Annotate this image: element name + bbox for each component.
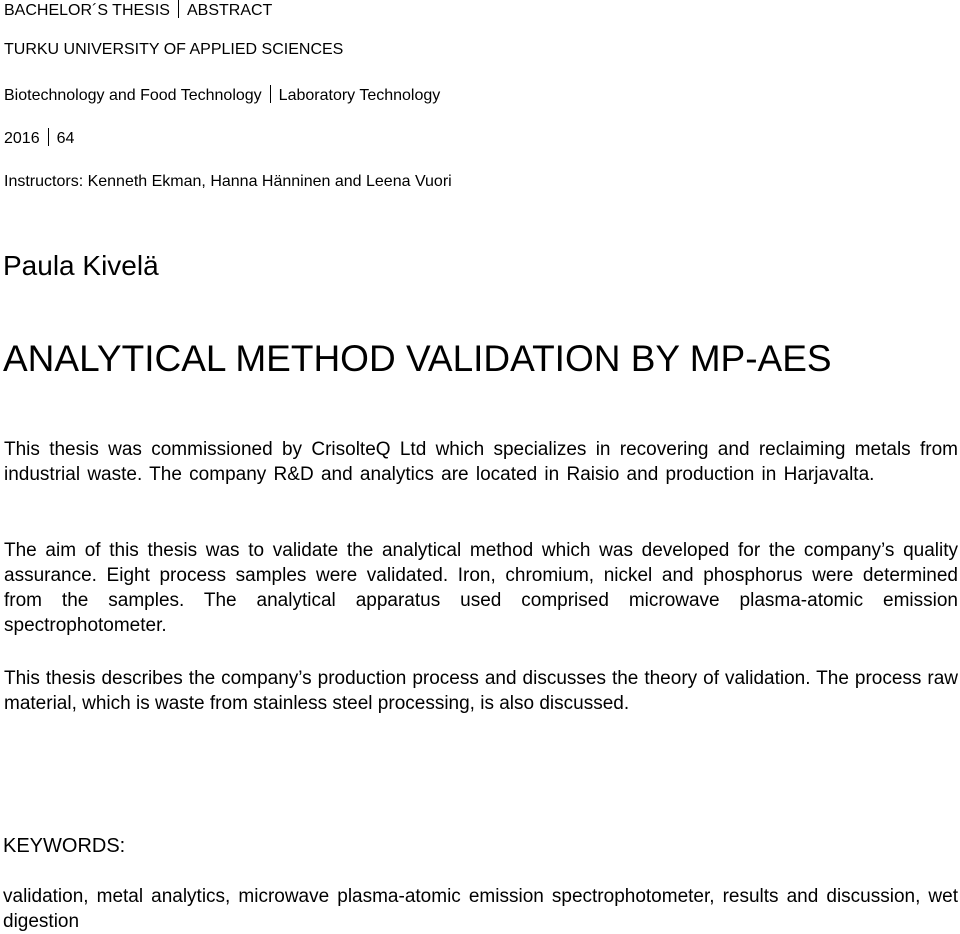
- year-pages-line: [4, 128, 74, 149]
- section-label: ABSTRACT: [186, 2, 273, 19]
- author-name: Paula Kivelä: [3, 250, 159, 281]
- separator: [48, 128, 49, 146]
- specialisation: Laboratory Technology: [278, 87, 441, 104]
- abstract-paragraph-3: This thesis describes the company’s production process and discusses the theory of validation. The process raw material, which is waste from stainless steel processing, is also discussed.: [4, 668, 958, 714]
- institution: TURKU UNIVERSITY OF APPLIED SCIENCES: [4, 41, 344, 58]
- abstract-paragraph-2: The aim of this thesis was to validate the analytical method which was developed for the company’s quality assurance. Eight process samples were validated. Iron, chromium, nickel and phosphorus were determined from the samples. The analytical apparatus used comprised microwave plasma-atomic emission spectrophotometer.: [4, 540, 958, 636]
- thesis-title: ANALYTICAL METHOD VALIDATION BY MP-AES: [3, 338, 832, 379]
- abstract-paragraph-1: This thesis was commissioned by CrisolteQ Ltd which specializes in recovering and reclaiming metals from industrial waste. The company R&D and analytics are located in Raisio and production in Harjavalta.: [4, 439, 958, 485]
- separator: [270, 85, 271, 103]
- thesis-type-line: [4, 0, 272, 21]
- separator: [178, 0, 179, 18]
- keywords-text: validation, metal analytics, microwave plasma-atomic emission spectrophotometer, results and discussion, wet digestion: [3, 886, 958, 932]
- degree-programme: Biotechnology and Food Technology: [4, 87, 262, 104]
- page-count: 64: [56, 130, 75, 147]
- thesis-type: BACHELOR´S THESIS: [4, 2, 170, 19]
- keywords-heading: KEYWORDS:: [3, 835, 126, 857]
- year: 2016: [4, 130, 40, 147]
- instructors: Instructors: Kenneth Ekman, Hanna Hänninen and Leena Vuori: [4, 173, 452, 190]
- programme-line: [4, 85, 440, 106]
